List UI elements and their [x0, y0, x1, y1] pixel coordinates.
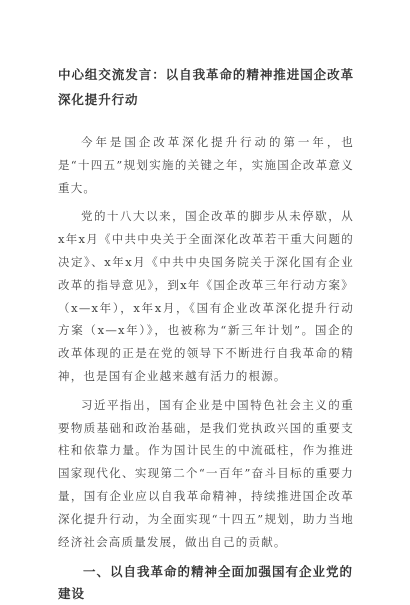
document-title: 中心组交流发言：以自我革命的精神推进国企改革深化提升行动 [58, 67, 354, 107]
section-heading: 一、以自我革命的精神全面加强国有企业党的建设 [58, 564, 354, 602]
paragraph-xi-quote: 习近平指出，国有企业是中国特色社会主义的重要物质基础和政治基础，是我们党执政兴国的重要支柱和依靠力量。作为国计民生的中流砥柱，作为推进国家现代化、实现第二个“一百年”奋斗目标的重要力量，国有企业应以自我革命精神，持续推进国企改革深化提升行动，为全面实现“十四五”规划，助力当地经济社会高质量发展，做出自己的贡献。 [58, 397, 354, 549]
paragraph-intro: 今年是国企改革深化提升行动的第一年，也是“十四五”规划实施的关键之年，实施国企改革意义重大。 [58, 135, 354, 195]
paragraph-reform-history: 党的十八大以来，国企改革的脚步从未停歇，从x年x月《中共中央关于全面深化改革若干重大问题的决定》、x年x月《中共中央国务院关于深化国有企业改革的指导意见》，到x年《国企改革三年行动方案》（x—x年），x年x月，《国有企业改革深化提升行动方案（x—x年）》，也被称为“新三年计划”。国企的改革体现的正是在党的领导下不断进行自我革命的精神，也是国有企业越来越有活力的根源。 [58, 209, 354, 383]
